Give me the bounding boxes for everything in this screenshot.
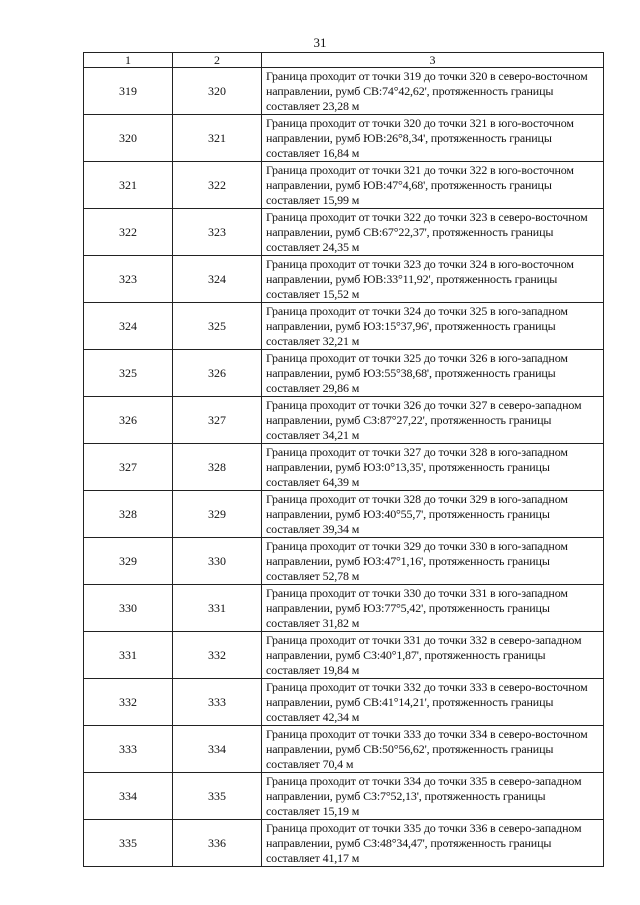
boundary-description-cell: Граница проходит от точки 335 до точки 336 в северо-западном направлении, румб СЗ:48°34,47', протяженность границы составляет 41,17 м	[262, 820, 604, 867]
table-row	[84, 585, 604, 632]
table-row	[84, 538, 604, 585]
table-row	[84, 773, 604, 820]
from-point-cell: 335	[84, 820, 173, 867]
to-point-cell: 329	[173, 491, 262, 538]
table-row	[84, 68, 604, 115]
to-point-cell: 328	[173, 444, 262, 491]
table-row	[84, 303, 604, 350]
to-point-cell: 333	[173, 679, 262, 726]
table-row	[84, 115, 604, 162]
column-header-2: 2	[173, 53, 262, 68]
from-point-cell: 325	[84, 350, 173, 397]
to-point-cell: 331	[173, 585, 262, 632]
from-point-cell: 320	[84, 115, 173, 162]
table-row	[84, 397, 604, 444]
from-point-cell: 327	[84, 444, 173, 491]
to-point-cell: 336	[173, 820, 262, 867]
from-point-cell: 329	[84, 538, 173, 585]
table-row	[84, 209, 604, 256]
boundary-table	[83, 52, 604, 867]
to-point-cell: 334	[173, 726, 262, 773]
table-row	[84, 350, 604, 397]
boundary-description-cell: Граница проходит от точки 328 до точки 329 в юго-западном направлении, румб ЮЗ:40°55,7', протяженность границы составляет 39,34 м	[262, 491, 604, 538]
from-point-cell: 334	[84, 773, 173, 820]
from-point-cell: 331	[84, 632, 173, 679]
boundary-description-cell: Граница проходит от точки 319 до точки 320 в северо-восточном направлении, румб СВ:74°42,62', протяженность границы составляет 23,28 м	[262, 68, 604, 115]
from-point-cell: 323	[84, 256, 173, 303]
boundary-description-cell: Граница проходит от точки 320 до точки 321 в юго-восточном направлении, румб ЮВ:26°8,34', протяженность границы составляет 16,84 м	[262, 115, 604, 162]
boundary-description-cell: Граница проходит от точки 332 до точки 333 в северо-восточном направлении, румб СВ:41°14,21', протяженность границы составляет 42,34 м	[262, 679, 604, 726]
from-point-cell: 321	[84, 162, 173, 209]
table-row	[84, 820, 604, 867]
from-point-cell: 322	[84, 209, 173, 256]
to-point-cell: 335	[173, 773, 262, 820]
boundary-description-cell: Граница проходит от точки 333 до точки 334 в северо-восточном направлении, румб СВ:50°56,62', протяженность границы составляет 70,4 м	[262, 726, 604, 773]
boundary-description-cell: Граница проходит от точки 326 до точки 327 в северо-западном направлении, румб СЗ:87°27,22', протяженность границы составляет 34,21 м	[262, 397, 604, 444]
to-point-cell: 325	[173, 303, 262, 350]
table-row	[84, 491, 604, 538]
to-point-cell: 322	[173, 162, 262, 209]
boundary-table-body	[84, 53, 604, 867]
table-row	[84, 632, 604, 679]
to-point-cell: 324	[173, 256, 262, 303]
table-row	[84, 726, 604, 773]
table-header-row	[84, 53, 604, 68]
to-point-cell: 330	[173, 538, 262, 585]
to-point-cell: 327	[173, 397, 262, 444]
boundary-description-cell: Граница проходит от точки 331 до точки 332 в северо-западном направлении, румб СЗ:40°1,87', протяженность границы составляет 19,84 м	[262, 632, 604, 679]
boundary-description-cell: Граница проходит от точки 330 до точки 331 в юго-западном направлении, румб ЮЗ:77°5,42', протяженность границы составляет 31,82 м	[262, 585, 604, 632]
to-point-cell: 326	[173, 350, 262, 397]
boundary-description-cell: Граница проходит от точки 327 до точки 328 в юго-западном направлении, румб ЮЗ:0°13,35', протяженность границы составляет 64,39 м	[262, 444, 604, 491]
from-point-cell: 326	[84, 397, 173, 444]
boundary-description-cell: Граница проходит от точки 325 до точки 326 в юго-западном направлении, румб ЮЗ:55°38,68', протяженность границы составляет 29,86 м	[262, 350, 604, 397]
from-point-cell: 328	[84, 491, 173, 538]
boundary-description-cell: Граница проходит от точки 329 до точки 330 в юго-западном направлении, румб ЮЗ:47°1,16', протяженность границы составляет 52,78 м	[262, 538, 604, 585]
boundary-description-cell: Граница проходит от точки 323 до точки 324 в юго-восточном направлении, румб ЮВ:33°11,92', протяженность границы составляет 15,52 м	[262, 256, 604, 303]
to-point-cell: 323	[173, 209, 262, 256]
from-point-cell: 324	[84, 303, 173, 350]
boundary-description-cell: Граница проходит от точки 321 до точки 322 в юго-восточном направлении, румб ЮВ:47°4,68', протяженность границы составляет 15,99 м	[262, 162, 604, 209]
table-row	[84, 256, 604, 303]
column-header-1: 1	[84, 53, 173, 68]
boundary-description-cell: Граница проходит от точки 322 до точки 323 в северо-восточном направлении, румб СВ:67°22,37', протяженность границы составляет 24,35 м	[262, 209, 604, 256]
to-point-cell: 332	[173, 632, 262, 679]
table-row	[84, 679, 604, 726]
boundary-description-cell: Граница проходит от точки 334 до точки 335 в северо-западном направлении, румб СЗ:7°52,13', протяженность границы составляет 15,19 м	[262, 773, 604, 820]
from-point-cell: 319	[84, 68, 173, 115]
boundary-description-cell: Граница проходит от точки 324 до точки 325 в юго-западном направлении, румб ЮЗ:15°37,96', протяженность границы составляет 32,21 м	[262, 303, 604, 350]
from-point-cell: 330	[84, 585, 173, 632]
table-row	[84, 162, 604, 209]
column-header-3: 3	[262, 53, 604, 68]
to-point-cell: 321	[173, 115, 262, 162]
to-point-cell: 320	[173, 68, 262, 115]
page-number: 31	[313, 35, 327, 50]
from-point-cell: 332	[84, 679, 173, 726]
from-point-cell: 333	[84, 726, 173, 773]
table-row	[84, 444, 604, 491]
